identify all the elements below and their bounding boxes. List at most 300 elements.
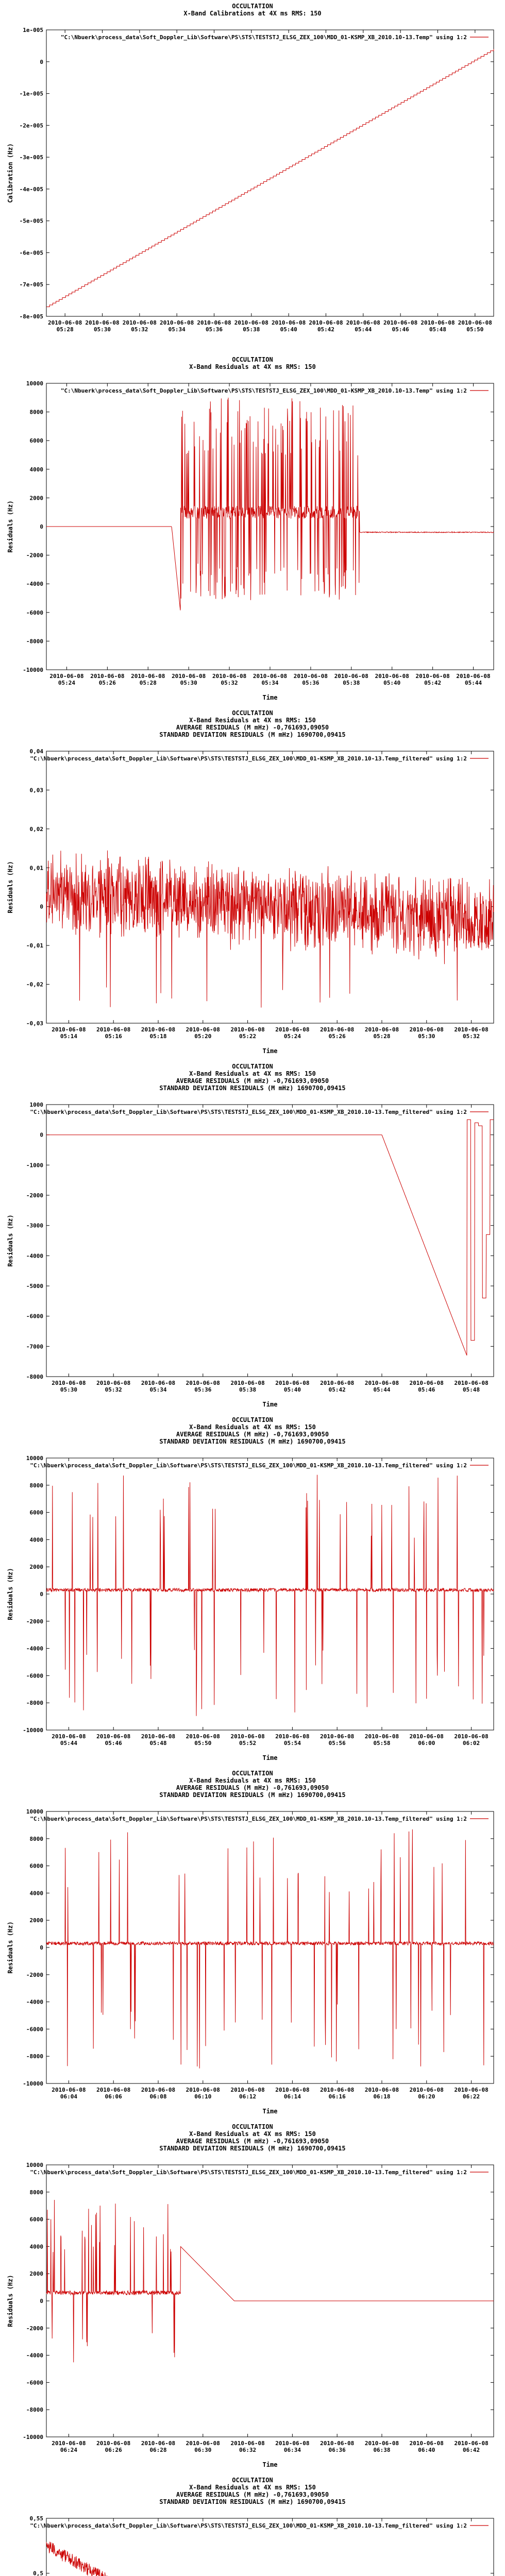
x-tick-label bbox=[123, 319, 157, 333]
chart-residuals-1 bbox=[0, 353, 505, 707]
y-tick-label: -5000 bbox=[26, 1283, 43, 1290]
x-tick-label-line: 2010-06-08 bbox=[409, 2087, 444, 2093]
x-tick-label-line: 2010-06-08 bbox=[275, 2087, 310, 2093]
x-tick-label bbox=[410, 1380, 444, 1393]
x-tick-label-line: 2010-06-08 bbox=[141, 1380, 176, 1386]
x-tick-label bbox=[230, 2087, 264, 2100]
x-tick-label-line: 2010-06-08 bbox=[275, 1380, 310, 1386]
x-tick-label-line: 2010-06-08 bbox=[409, 1733, 444, 1740]
x-tick-label-line: 2010-06-08 bbox=[454, 1380, 489, 1386]
x-tick-label-line: 2010-06-08 bbox=[230, 2440, 265, 2447]
x-tick-label-line: 06:42 bbox=[463, 2447, 480, 2453]
x-tick-label-line: 05:56 bbox=[328, 1740, 346, 1747]
x-tick-label-line: 05:20 bbox=[194, 1033, 212, 1040]
x-tick-label bbox=[275, 1733, 309, 1747]
x-tick-label bbox=[320, 2087, 354, 2100]
y-tick-label: 0,55 bbox=[29, 2515, 43, 2522]
y-tick-label: 2000 bbox=[29, 1917, 43, 1924]
chart-title-line: OCCULTATION bbox=[232, 709, 273, 717]
x-tick-label-line: 05:36 bbox=[205, 326, 223, 333]
y-tick-label: 4000 bbox=[29, 466, 43, 473]
x-tick-label-line: 05:32 bbox=[463, 1033, 480, 1040]
x-tick-label-line: 2010-06-08 bbox=[186, 1733, 220, 1740]
x-tick-label-line: 05:34 bbox=[261, 680, 279, 686]
y-tick-label: -4000 bbox=[26, 2352, 43, 2359]
y-tick-label: 8000 bbox=[29, 1835, 43, 1842]
y-tick-label: -4000 bbox=[26, 581, 43, 588]
chart-title-line: X-Band Residuals at 4X ms RMS: 150 bbox=[189, 2484, 316, 2491]
y-axis-label: Residuals (Hz) bbox=[7, 1568, 14, 1620]
x-tick-label-line: 06:10 bbox=[194, 2093, 212, 2100]
x-tick-label-line: 06:06 bbox=[105, 2093, 122, 2100]
series-line-calibration bbox=[46, 49, 494, 307]
y-tick-label: 0,04 bbox=[29, 748, 43, 755]
x-tick-label-line: 2010-06-08 bbox=[96, 2440, 131, 2447]
chart-title-line: STANDARD DEVIATION RESIDUALS (M mHz) 1690700,09415 bbox=[159, 2145, 346, 2152]
y-tick-label: 6000 bbox=[29, 1862, 43, 1870]
x-tick-label-line: 2010-06-08 bbox=[293, 673, 328, 680]
x-tick-label-line: 2010-06-08 bbox=[234, 319, 268, 326]
x-tick-label bbox=[230, 1026, 264, 1040]
x-tick-label-line: 2010-06-08 bbox=[52, 1380, 86, 1386]
x-tick-label bbox=[410, 2440, 444, 2453]
x-tick-label bbox=[365, 1026, 399, 1040]
x-tick-label-line: 05:46 bbox=[392, 326, 409, 333]
x-axis-label: Time bbox=[262, 1401, 278, 1408]
x-tick-label-line: 05:26 bbox=[98, 680, 116, 686]
x-tick-label-line: 05:40 bbox=[280, 326, 297, 333]
y-tick-label: -1e-005 bbox=[19, 90, 43, 97]
series-line-residuals bbox=[46, 398, 494, 611]
chart-title-line: AVERAGE RESIDUALS (M mHz) -0,761693,09050 bbox=[176, 1077, 329, 1084]
chart-title-line: STANDARD DEVIATION RESIDUALS (M mHz) 1690700,09415 bbox=[159, 1438, 346, 1445]
x-tick-label bbox=[52, 1380, 86, 1393]
x-tick-label-line: 2010-06-08 bbox=[409, 1026, 444, 1033]
x-tick-label-line: 2010-06-08 bbox=[454, 1733, 489, 1740]
y-tick-label: -6000 bbox=[26, 2026, 43, 2033]
chart-title-line: STANDARD DEVIATION RESIDUALS (M mHz) 1690700,09415 bbox=[159, 2498, 346, 2505]
x-tick-label-line: 06:28 bbox=[149, 2447, 167, 2453]
x-tick-label-line: 2010-06-08 bbox=[85, 319, 120, 326]
x-tick-label-line: 2010-06-08 bbox=[456, 673, 491, 680]
x-tick-label bbox=[456, 673, 490, 686]
x-tick-label-line: 05:28 bbox=[139, 680, 157, 686]
y-tick-label: -6000 bbox=[26, 609, 43, 616]
y-tick-label: 4000 bbox=[29, 1536, 43, 1544]
x-tick-label-line: 05:30 bbox=[93, 326, 111, 333]
plot-frame bbox=[46, 1811, 494, 2083]
x-tick-label-line: 06:26 bbox=[105, 2447, 122, 2453]
x-tick-label-line: 05:34 bbox=[168, 326, 186, 333]
y-tick-label: -3000 bbox=[26, 1222, 43, 1229]
x-tick-label bbox=[52, 1026, 86, 1040]
x-tick-label-line: 05:46 bbox=[105, 1740, 122, 1747]
x-tick-label bbox=[160, 319, 194, 333]
plot-frame bbox=[46, 1105, 494, 1377]
y-tick-label: -4e-005 bbox=[19, 185, 43, 193]
x-tick-label-line: 05:50 bbox=[194, 1740, 212, 1747]
chart-title-line: STANDARD DEVIATION RESIDUALS (M mHz) 1690700,09415 bbox=[159, 731, 346, 738]
chart-title-line: STANDARD DEVIATION RESIDUALS (M mHz) 1690700,09415 bbox=[159, 1791, 346, 1799]
x-tick-label-line: 05:32 bbox=[221, 680, 238, 686]
y-tick-label: 0 bbox=[40, 1591, 43, 1598]
x-tick-label-line: 05:42 bbox=[424, 680, 442, 686]
y-tick-label: 2000 bbox=[29, 2270, 43, 2278]
x-tick-label bbox=[275, 2440, 309, 2453]
chart-title-line: OCCULTATION bbox=[232, 1770, 273, 1777]
x-tick-label-line: 05:30 bbox=[418, 1033, 435, 1040]
x-tick-label bbox=[52, 2440, 86, 2453]
chart-residuals-3 bbox=[0, 1060, 505, 1414]
x-tick-label-line: 05:24 bbox=[283, 1033, 301, 1040]
x-tick-label-line: 2010-06-08 bbox=[420, 319, 455, 326]
y-tick-label: 6000 bbox=[29, 2216, 43, 2223]
x-tick-label bbox=[212, 673, 246, 686]
y-tick-label: -1000 bbox=[26, 1162, 43, 1169]
y-tick-label: 0 bbox=[40, 523, 43, 530]
y-tick-label: -8000 bbox=[26, 2053, 43, 2060]
x-tick-label-line: 2010-06-08 bbox=[454, 1026, 489, 1033]
y-axis-label: Residuals (Hz) bbox=[7, 861, 14, 913]
x-tick-label-line: 2010-06-08 bbox=[275, 1733, 310, 1740]
y-tick-label: -2e-005 bbox=[19, 122, 43, 129]
x-tick-label bbox=[275, 2087, 309, 2100]
y-tick-label: 4000 bbox=[29, 2243, 43, 2250]
x-tick-label-line: 06:34 bbox=[283, 2447, 301, 2453]
series-line-residuals bbox=[46, 1829, 494, 2069]
x-tick-label-line: 06:00 bbox=[418, 1740, 435, 1747]
x-tick-label-line: 2010-06-08 bbox=[364, 1380, 399, 1386]
chart-title-line: X-Band Residuals at 4X ms RMS: 150 bbox=[189, 1070, 316, 1077]
y-tick-label: -4000 bbox=[26, 1645, 43, 1652]
y-tick-label: 0 bbox=[40, 2298, 43, 2304]
x-tick-label-line: 06:18 bbox=[373, 2093, 391, 2100]
x-tick-label-line: 05:52 bbox=[239, 1740, 257, 1747]
y-tick-label: 8000 bbox=[29, 2189, 43, 2196]
x-tick-label-line: 2010-06-08 bbox=[186, 2087, 220, 2093]
x-tick-label-line: 2010-06-08 bbox=[458, 319, 492, 326]
x-tick-label-line: 2010-06-08 bbox=[364, 2440, 399, 2447]
x-axis-label: Time bbox=[262, 2461, 278, 2468]
legend-label: "C:\Nbuerk\process_data\Soft_Doppler_Lib\Software\PS\STS\TESTSTJ_ELSG_ZEX_100\MDD_01-KSMP_XB_2010.10-13.Temp_filtered" using 1:2 bbox=[30, 1462, 467, 1469]
x-tick-label bbox=[365, 1380, 399, 1393]
legend-label: "C:\Nbuerk\process_data\Soft_Doppler_Lib\Software\PS\STS\TESTSTJ_ELSG_ZEX_100\MDD_01-KSMP_XB_2010.10-13.Temp_filtered" using 1:2 bbox=[30, 2522, 467, 2529]
x-tick-label-line: 06:22 bbox=[463, 2093, 480, 2100]
y-tick-label: -2000 bbox=[26, 1192, 43, 1199]
x-tick-label-line: 2010-06-08 bbox=[131, 673, 165, 680]
x-tick-label-line: 05:48 bbox=[463, 1386, 480, 1393]
x-tick-label bbox=[294, 673, 328, 686]
x-tick-label bbox=[454, 1026, 488, 1040]
y-tick-label: 8000 bbox=[29, 1482, 43, 1489]
y-tick-label: -4000 bbox=[26, 1998, 43, 2006]
x-tick-label-line: 06:12 bbox=[239, 2093, 257, 2100]
y-tick-label: 10000 bbox=[26, 1808, 43, 1815]
y-tick-label: -0,02 bbox=[26, 981, 43, 988]
x-tick-label-line: 2010-06-08 bbox=[141, 2087, 176, 2093]
x-tick-label-line: 2010-06-08 bbox=[186, 2440, 220, 2447]
x-tick-label-line: 05:44 bbox=[464, 680, 482, 686]
x-tick-label bbox=[234, 319, 268, 333]
x-tick-label-line: 2010-06-08 bbox=[309, 319, 343, 326]
x-axis-label: Time bbox=[262, 1047, 278, 1055]
x-tick-label bbox=[186, 2087, 220, 2100]
x-tick-label-line: 05:54 bbox=[283, 1740, 301, 1747]
y-tick-label: -0,01 bbox=[26, 942, 43, 950]
x-tick-label-line: 06:30 bbox=[194, 2447, 212, 2453]
chart-title-line: X-Band Residuals at 4X ms RMS: 150 bbox=[189, 1423, 316, 1431]
x-tick-label bbox=[197, 319, 231, 333]
x-tick-label-line: 2010-06-08 bbox=[186, 1026, 220, 1033]
x-tick-label bbox=[141, 2087, 175, 2100]
x-tick-label-line: 2010-06-08 bbox=[122, 319, 157, 326]
x-tick-label-line: 2010-06-08 bbox=[409, 1380, 444, 1386]
x-tick-label-line: 05:16 bbox=[105, 1033, 122, 1040]
x-tick-label-line: 2010-06-08 bbox=[409, 2440, 444, 2447]
chart-residuals-4 bbox=[0, 1414, 505, 1767]
y-tick-label: 2000 bbox=[29, 1564, 43, 1571]
x-tick-label-line: 05:44 bbox=[373, 1386, 391, 1393]
x-tick-label-line: 2010-06-08 bbox=[52, 2087, 86, 2093]
x-tick-label-line: 2010-06-08 bbox=[141, 1733, 176, 1740]
x-tick-label-line: 06:16 bbox=[328, 2093, 346, 2100]
x-tick-label-line: 2010-06-08 bbox=[375, 673, 409, 680]
x-tick-label-line: 05:32 bbox=[131, 326, 148, 333]
x-tick-label-line: 05:38 bbox=[239, 1386, 257, 1393]
x-tick-label-line: 2010-06-08 bbox=[346, 319, 380, 326]
y-tick-label: 0 bbox=[40, 58, 43, 65]
chart-residuals-5 bbox=[0, 1767, 505, 2121]
x-tick-label bbox=[272, 319, 306, 333]
chart-title-line: OCCULTATION bbox=[232, 3, 273, 10]
legend-label: "C:\Nbuerk\process_data\Soft_Doppler_Lib\Software\PS\STS\TESTSTJ_ELSG_ZEX_100\MDD_01-KSMP_XB_2010.10-13.Temp_filtered" using 1:2 bbox=[30, 1109, 467, 1115]
chart-title-line: OCCULTATION bbox=[232, 2123, 273, 2130]
y-tick-label: -10000 bbox=[23, 1727, 43, 1734]
x-tick-label-line: 2010-06-08 bbox=[320, 1380, 355, 1386]
y-tick-label: -3e-005 bbox=[19, 154, 43, 161]
x-tick-label bbox=[346, 319, 380, 333]
x-tick-label-line: 06:32 bbox=[239, 2447, 257, 2453]
x-tick-label bbox=[410, 1026, 444, 1040]
y-tick-label: 6000 bbox=[29, 437, 43, 445]
legend-label: "C:\Nbuerk\process_data\Soft_Doppler_Lib\Software\PS\STS\TESTSTJ_ELSG_ZEX_100\MDD_01-KSMP_XB_2010.10-13.Temp" using 1:2 bbox=[60, 387, 467, 394]
y-axis-label: Residuals (Hz) bbox=[7, 500, 14, 553]
x-tick-label bbox=[309, 319, 343, 333]
y-tick-label: -6000 bbox=[26, 1672, 43, 1680]
y-tick-label: -7e-005 bbox=[19, 281, 43, 289]
x-tick-label-line: 2010-06-08 bbox=[96, 1380, 131, 1386]
x-tick-label-line: 2010-06-08 bbox=[230, 1733, 265, 1740]
x-tick-label bbox=[410, 2087, 444, 2100]
series-line-residuals bbox=[46, 851, 494, 1008]
x-tick-label bbox=[320, 2440, 354, 2453]
y-tick-label: -7000 bbox=[26, 1343, 43, 1350]
y-tick-label: 2000 bbox=[29, 495, 43, 502]
x-tick-label bbox=[96, 2087, 130, 2100]
x-tick-label bbox=[186, 2440, 220, 2453]
y-tick-label: 10000 bbox=[26, 2162, 43, 2168]
y-tick-label: -8e-005 bbox=[19, 313, 43, 320]
chart-title-line: OCCULTATION bbox=[232, 1416, 273, 1423]
x-tick-label bbox=[458, 319, 492, 333]
x-tick-label bbox=[375, 673, 409, 686]
x-tick-label-line: 2010-06-08 bbox=[48, 319, 82, 326]
y-tick-label: -8000 bbox=[26, 1700, 43, 1707]
x-tick-label bbox=[141, 2440, 175, 2453]
x-tick-label-line: 2010-06-08 bbox=[197, 319, 231, 326]
series-line-residuals bbox=[46, 1120, 494, 1355]
x-tick-label-line: 05:28 bbox=[56, 326, 74, 333]
y-tick-label: -4000 bbox=[26, 1252, 43, 1260]
x-tick-label-line: 06:40 bbox=[418, 2447, 435, 2453]
x-tick-label bbox=[230, 2440, 264, 2453]
y-tick-label: 0 bbox=[40, 1944, 43, 1951]
x-tick-label-line: 05:24 bbox=[58, 680, 76, 686]
x-tick-label-line: 2010-06-08 bbox=[52, 1026, 86, 1033]
legend-label: "C:\Nbuerk\process_data\Soft_Doppler_Lib\Software\PS\STS\TESTSTJ_ELSG_ZEX_100\MDD_01-KSMP_XB_2010.10-13.Temp" using 1:2 bbox=[60, 34, 467, 41]
x-tick-label-line: 05:48 bbox=[149, 1740, 167, 1747]
x-tick-label-line: 05:22 bbox=[239, 1033, 257, 1040]
x-tick-label bbox=[416, 673, 450, 686]
y-tick-label: -6e-005 bbox=[19, 249, 43, 257]
x-tick-label-line: 05:42 bbox=[328, 1386, 346, 1393]
x-tick-label-line: 05:36 bbox=[194, 1386, 212, 1393]
chart-title-line: OCCULTATION bbox=[232, 2477, 273, 2484]
x-tick-label-line: 2010-06-08 bbox=[275, 1026, 310, 1033]
y-tick-label: 0 bbox=[40, 1131, 43, 1139]
x-tick-label-line: 05:50 bbox=[466, 326, 484, 333]
chart-title-line: X-Band Calibrations at 4X ms RMS: 150 bbox=[183, 10, 322, 17]
chart-title-line: AVERAGE RESIDUALS (M mHz) -0,761693,09050 bbox=[176, 1431, 329, 1438]
chart-title-line: OCCULTATION bbox=[232, 1063, 273, 1070]
y-axis-label: Residuals (Hz) bbox=[7, 2275, 14, 2327]
x-tick-label bbox=[230, 1733, 264, 1747]
x-tick-label-line: 2010-06-08 bbox=[186, 1380, 220, 1386]
x-tick-label-line: 2010-06-08 bbox=[52, 1733, 86, 1740]
x-tick-label-line: 05:40 bbox=[383, 680, 401, 686]
y-tick-label: -8000 bbox=[26, 2406, 43, 2414]
y-tick-label: -8000 bbox=[26, 1374, 43, 1380]
x-tick-label-line: 2010-06-08 bbox=[320, 2087, 355, 2093]
x-tick-label bbox=[253, 673, 287, 686]
x-tick-label bbox=[334, 673, 368, 686]
y-tick-label: 4000 bbox=[29, 1890, 43, 1897]
x-tick-label bbox=[141, 1026, 175, 1040]
chart-title-line: AVERAGE RESIDUALS (M mHz) -0,761693,09050 bbox=[176, 724, 329, 731]
x-tick-label bbox=[52, 1733, 86, 1747]
y-tick-label: -10000 bbox=[23, 667, 43, 673]
x-tick-label-line: 05:30 bbox=[180, 680, 197, 686]
chart-title-line: OCCULTATION bbox=[232, 356, 273, 363]
x-tick-label-line: 2010-06-08 bbox=[141, 1026, 176, 1033]
x-tick-label-line: 05:38 bbox=[243, 326, 260, 333]
x-tick-label-line: 2010-06-08 bbox=[96, 1733, 131, 1740]
chart-title-line: AVERAGE RESIDUALS (M mHz) -0,761693,09050 bbox=[176, 2138, 329, 2145]
y-axis-label: Calibration (Hz) bbox=[7, 143, 14, 203]
x-tick-label bbox=[230, 1380, 264, 1393]
x-tick-label bbox=[85, 319, 119, 333]
chart-title-line: X-Band Residuals at 4X ms RMS: 150 bbox=[189, 2130, 316, 2138]
chart-residuals-6 bbox=[0, 2121, 505, 2474]
x-tick-label-line: 2010-06-08 bbox=[383, 319, 418, 326]
x-tick-label-line: 06:14 bbox=[283, 2093, 301, 2100]
chart-title-line: STANDARD DEVIATION RESIDUALS (M mHz) 1690700,09415 bbox=[159, 1084, 346, 1092]
x-tick-label bbox=[275, 1380, 309, 1393]
y-tick-label: 0,02 bbox=[29, 825, 43, 833]
x-tick-label-line: 05:38 bbox=[343, 680, 360, 686]
x-tick-label bbox=[48, 319, 82, 333]
x-tick-label bbox=[454, 1733, 488, 1747]
x-tick-label bbox=[454, 2440, 488, 2453]
plot-frame bbox=[46, 30, 494, 316]
x-tick-label bbox=[365, 1733, 399, 1747]
y-tick-label: 0,03 bbox=[29, 787, 43, 794]
x-tick-label-line: 2010-06-08 bbox=[364, 1026, 399, 1033]
y-tick-label: 10000 bbox=[26, 1455, 43, 1462]
chart-title-line: AVERAGE RESIDUALS (M mHz) -0,761693,09050 bbox=[176, 2491, 329, 2498]
x-tick-label bbox=[365, 2440, 399, 2453]
x-tick-label bbox=[320, 1733, 354, 1747]
x-tick-label-line: 06:04 bbox=[60, 2093, 77, 2100]
x-tick-label bbox=[141, 1733, 175, 1747]
x-tick-label bbox=[96, 1380, 130, 1393]
y-tick-label: 0,5 bbox=[33, 2570, 43, 2576]
y-tick-label: 8000 bbox=[29, 409, 43, 416]
y-tick-label: -2000 bbox=[26, 1971, 43, 1978]
x-tick-label-line: 05:26 bbox=[328, 1033, 346, 1040]
y-tick-label: -6000 bbox=[26, 2379, 43, 2386]
x-tick-label bbox=[454, 2087, 488, 2100]
x-tick-label-line: 2010-06-08 bbox=[160, 319, 194, 326]
x-axis-label: Time bbox=[262, 1754, 278, 1761]
x-tick-label bbox=[275, 1026, 309, 1040]
legend-label: "C:\Nbuerk\process_data\Soft_Doppler_Lib\Software\PS\STS\TESTSTJ_ELSG_ZEX_100\MDD_01-KSMP_XB_2010.10-13.Temp_filtered" using 1:2 bbox=[30, 755, 467, 762]
chart-title-line: AVERAGE RESIDUALS (M mHz) -0,761693,09050 bbox=[176, 1784, 329, 1791]
x-tick-label-line: 2010-06-08 bbox=[320, 2440, 355, 2447]
y-tick-label: 0,01 bbox=[29, 865, 43, 872]
y-axis-label: Residuals (Hz) bbox=[7, 1921, 14, 1974]
x-tick-label bbox=[454, 1380, 488, 1393]
x-tick-label-line: 05:32 bbox=[105, 1386, 122, 1393]
chart-residuals-2 bbox=[0, 707, 505, 1060]
x-tick-label bbox=[320, 1026, 354, 1040]
x-tick-label-line: 2010-06-08 bbox=[172, 673, 206, 680]
x-tick-label-line: 2010-06-08 bbox=[334, 673, 368, 680]
y-tick-label: -10000 bbox=[23, 2080, 43, 2087]
x-tick-label-line: 06:20 bbox=[418, 2093, 435, 2100]
y-axis-label: Residuals (Hz) bbox=[7, 1214, 14, 1267]
series-line-residuals bbox=[46, 1475, 494, 1716]
x-tick-label-line: 2010-06-08 bbox=[454, 2440, 489, 2447]
x-tick-label-line: 2010-06-08 bbox=[212, 673, 247, 680]
y-tick-label: 10000 bbox=[26, 380, 43, 387]
x-tick-label-line: 05:34 bbox=[149, 1386, 167, 1393]
legend-label: "C:\Nbuerk\process_data\Soft_Doppler_Lib\Software\PS\STS\TESTSTJ_ELSG_ZEX_100\MDD_01-KSMP_XB_2010.10-13.Temp_filtered" using 1:2 bbox=[30, 1816, 467, 1822]
x-tick-label-line: 2010-06-08 bbox=[49, 673, 84, 680]
chart-residuals-7 bbox=[0, 2474, 505, 2576]
x-tick-label-line: 05:18 bbox=[149, 1033, 167, 1040]
x-tick-label-line: 2010-06-08 bbox=[96, 1026, 131, 1033]
x-tick-label bbox=[90, 673, 124, 686]
x-tick-label-line: 2010-06-08 bbox=[230, 2087, 265, 2093]
x-tick-label-line: 06:36 bbox=[328, 2447, 346, 2453]
x-tick-label bbox=[365, 2087, 399, 2100]
x-axis-label: Time bbox=[262, 2108, 278, 2115]
x-tick-label-line: 06:38 bbox=[373, 2447, 391, 2453]
x-tick-label bbox=[186, 1380, 220, 1393]
x-tick-label bbox=[420, 319, 454, 333]
x-tick-label-line: 2010-06-08 bbox=[52, 2440, 86, 2447]
